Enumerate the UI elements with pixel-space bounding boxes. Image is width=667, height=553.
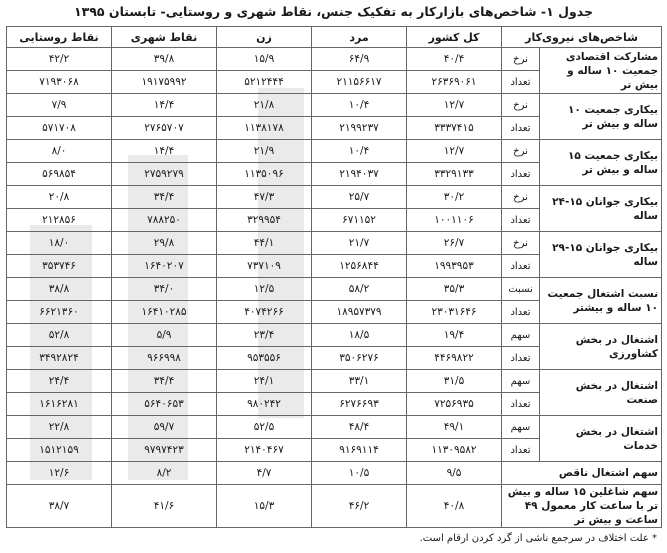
value-cell: ۴۶/۲	[312, 485, 407, 528]
value-cell: ۲۱/۸	[217, 94, 312, 117]
value-cell: ۳۹/۸	[112, 48, 217, 71]
value-cell: ۳۴/۰	[112, 278, 217, 301]
header-female: زن	[217, 27, 312, 48]
table-row	[7, 94, 662, 117]
table-row	[7, 232, 662, 255]
measure-type: نرخ	[502, 48, 540, 71]
indicator-label: اشتغال در بخش خدمات	[540, 416, 662, 462]
value-cell: ۵۲/۵	[217, 416, 312, 439]
value-cell: ۷۱۹۳۰۶۸	[7, 71, 112, 94]
measure-type: تعداد	[502, 71, 540, 94]
measure-type: نرخ	[502, 140, 540, 163]
value-cell: ۷۳۷۱۰۹	[217, 255, 312, 278]
measure-type: تعداد	[502, 255, 540, 278]
indicator-label: سهم شاغلین ۱۵ ساله و بیش تر با ساعت کار معمول ۴۹ ساعت و بیش تر	[502, 485, 662, 528]
value-cell: ۲۱/۷	[312, 232, 407, 255]
value-cell: ۹۱۶۹۱۱۴	[312, 439, 407, 462]
value-cell: ۱۵۱۲۱۵۹	[7, 439, 112, 462]
header-row	[7, 27, 662, 48]
value-cell: ۶۴/۹	[312, 48, 407, 71]
value-cell: ۲۱/۹	[217, 140, 312, 163]
value-cell: ۴۰/۴	[407, 48, 502, 71]
indicator-label: بیکاری جمعیت ۱۵ ساله و بیش تر	[540, 140, 662, 186]
value-cell: ۲۰/۸	[7, 186, 112, 209]
measure-type: نرخ	[502, 186, 540, 209]
value-cell: ۳۴/۴	[112, 370, 217, 393]
value-cell: ۳۸/۷	[7, 485, 112, 528]
value-cell: ۴/۷	[217, 462, 312, 485]
value-cell: ۱۲/۷	[407, 94, 502, 117]
measure-type: سهم	[502, 370, 540, 393]
value-cell: ۱۸/۵	[312, 324, 407, 347]
value-cell: ۲۲/۸	[7, 416, 112, 439]
table-body	[7, 48, 662, 528]
value-cell: ۸/۲	[112, 462, 217, 485]
value-cell: ۵۷۱۷۰۸	[7, 117, 112, 140]
value-cell: ۱۹۹۳۹۵۳	[407, 255, 502, 278]
header-indicator: شاخص‌های نیروی‌کار	[502, 27, 662, 48]
value-cell: ۵۶۹۸۵۴	[7, 163, 112, 186]
value-cell: ۷۸۸۲۵۰	[112, 209, 217, 232]
measure-type: تعداد	[502, 393, 540, 416]
measure-type: سهم	[502, 416, 540, 439]
measure-type: نسبت	[502, 278, 540, 301]
header-urban: نقاط شهری	[112, 27, 217, 48]
table-row	[7, 416, 662, 439]
value-cell: ۱۶۴۱۰۲۸۵	[112, 301, 217, 324]
value-cell: ۵۸/۲	[312, 278, 407, 301]
measure-type: تعداد	[502, 301, 540, 324]
value-cell: ۹/۵	[407, 462, 502, 485]
value-cell: ۹۵۳۵۵۶	[217, 347, 312, 370]
measure-type: تعداد	[502, 439, 540, 462]
value-cell: ۳۵۳۷۴۶	[7, 255, 112, 278]
value-cell: ۵۶۴۰۶۵۳	[112, 393, 217, 416]
value-cell: ۱۰/۴	[312, 94, 407, 117]
value-cell: ۳۲۹۹۵۴	[217, 209, 312, 232]
value-cell: ۱۱۳۵۰۹۶	[217, 163, 312, 186]
labor-market-table	[6, 26, 662, 528]
value-cell: ۶۲۷۶۶۹۳	[312, 393, 407, 416]
value-cell: ۱۰/۵	[312, 462, 407, 485]
table-row	[7, 48, 662, 71]
measure-type: نرخ	[502, 232, 540, 255]
value-cell: ۷۲۵۶۹۳۵	[407, 393, 502, 416]
table-row	[7, 370, 662, 393]
value-cell: ۴۴/۱	[217, 232, 312, 255]
value-cell: ۳۱/۵	[407, 370, 502, 393]
value-cell: ۹۶۶۹۹۸	[112, 347, 217, 370]
table-row	[7, 186, 662, 209]
value-cell: ۴۰/۸	[407, 485, 502, 528]
indicator-label: اشتغال در بخش کشاورزی	[540, 324, 662, 370]
measure-type: تعداد	[502, 209, 540, 232]
indicator-label: اشتغال در بخش صنعت	[540, 370, 662, 416]
value-cell: ۲۹/۸	[112, 232, 217, 255]
table-title: جدول ۱- شاخص‌های بازارکار به تفکیک جنس، نقاط شهری و روستایی- تابستان ۱۳۹۵	[74, 4, 593, 19]
value-cell: ۵۹/۷	[112, 416, 217, 439]
value-cell: ۴۲/۲	[7, 48, 112, 71]
value-cell: ۲۱۲۸۵۶	[7, 209, 112, 232]
value-cell: ۴۱/۶	[112, 485, 217, 528]
value-cell: ۱۱۳۰۹۵۸۲	[407, 439, 502, 462]
header-male: مرد	[312, 27, 407, 48]
value-cell: ۱۵/۹	[217, 48, 312, 71]
value-cell: ۱۴/۴	[112, 140, 217, 163]
table-row	[7, 485, 662, 528]
table-row	[7, 324, 662, 347]
indicator-label: بیکاری جوانان ۱۵-۲۴ ساله	[540, 186, 662, 232]
measure-type: تعداد	[502, 117, 540, 140]
value-cell: ۱۶۱۶۲۸۱	[7, 393, 112, 416]
value-cell: ۷/۹	[7, 94, 112, 117]
value-cell: ۱۱۳۸۱۷۸	[217, 117, 312, 140]
footnote: * علت اختلاف در سرجمع ناشی از گرد کردن ارقام است.	[419, 533, 657, 544]
measure-type: نرخ	[502, 94, 540, 117]
value-cell: ۲۱۴۰۴۶۷	[217, 439, 312, 462]
value-cell: ۱۵/۳	[217, 485, 312, 528]
indicator-label: نسبت اشتغال جمعیت ۱۰ ساله و بیشتر	[540, 278, 662, 324]
value-cell: ۵۲/۸	[7, 324, 112, 347]
value-cell: ۲۳۰۳۱۶۴۶	[407, 301, 502, 324]
value-cell: ۳۴/۴	[112, 186, 217, 209]
value-cell: ۲۷۶۵۷۰۷	[112, 117, 217, 140]
value-cell: ۳۳۳۷۴۱۵	[407, 117, 502, 140]
value-cell: ۱۹/۴	[407, 324, 502, 347]
value-cell: ۲۶/۷	[407, 232, 502, 255]
value-cell: ۱۲/۵	[217, 278, 312, 301]
value-cell: ۲۱۹۴۰۳۷	[312, 163, 407, 186]
value-cell: ۴۷/۳	[217, 186, 312, 209]
indicator-label: بیکاری جوانان ۱۵-۲۹ ساله	[540, 232, 662, 278]
value-cell: ۱۰/۴	[312, 140, 407, 163]
indicator-label: بیکاری جمعیت ۱۰ ساله و بیش تر	[540, 94, 662, 140]
header-total: کل کشور	[407, 27, 502, 48]
table-row	[7, 140, 662, 163]
value-cell: ۱۰۰۱۱۰۶	[407, 209, 502, 232]
value-cell: ۱۶۴۰۲۰۷	[112, 255, 217, 278]
value-cell: ۲۳/۴	[217, 324, 312, 347]
value-cell: ۳۳/۱	[312, 370, 407, 393]
value-cell: ۹۷۹۷۴۲۳	[112, 439, 217, 462]
value-cell: ۲۵/۷	[312, 186, 407, 209]
value-cell: ۳۵۰۶۲۷۶	[312, 347, 407, 370]
value-cell: ۹۸۰۲۴۲	[217, 393, 312, 416]
header-rural: نقاط روستایی	[7, 27, 112, 48]
value-cell: ۴۴۶۹۸۲۲	[407, 347, 502, 370]
value-cell: ۱۲/۷	[407, 140, 502, 163]
value-cell: ۲۶۳۶۹۰۶۱	[407, 71, 502, 94]
value-cell: ۲۷۵۹۲۷۹	[112, 163, 217, 186]
measure-type: تعداد	[502, 347, 540, 370]
value-cell: ۳۸/۸	[7, 278, 112, 301]
value-cell: ۵/۹	[112, 324, 217, 347]
value-cell: ۴۹/۱	[407, 416, 502, 439]
value-cell: ۴۰۷۴۲۶۶	[217, 301, 312, 324]
table-row	[7, 278, 662, 301]
indicator-label: مشارکت اقتصادی جمعیت ۱۰ ساله و بیش تر	[540, 48, 662, 94]
value-cell: ۶۷۱۱۵۲	[312, 209, 407, 232]
measure-type: تعداد	[502, 163, 540, 186]
value-cell: ۳۵/۳	[407, 278, 502, 301]
table-row	[7, 462, 662, 485]
value-cell: ۴۸/۴	[312, 416, 407, 439]
value-cell: ۲۴/۴	[7, 370, 112, 393]
value-cell: ۳۴۹۲۸۲۴	[7, 347, 112, 370]
value-cell: ۱۲۵۶۸۴۴	[312, 255, 407, 278]
value-cell: ۱۸/۰	[7, 232, 112, 255]
value-cell: ۲۱۱۵۶۶۱۷	[312, 71, 407, 94]
value-cell: ۲۱۹۹۲۳۷	[312, 117, 407, 140]
value-cell: ۸/۰	[7, 140, 112, 163]
value-cell: ۳۰/۲	[407, 186, 502, 209]
value-cell: ۱۴/۴	[112, 94, 217, 117]
indicator-label: سهم اشتغال ناقص	[502, 462, 662, 485]
value-cell: ۱۲/۶	[7, 462, 112, 485]
value-cell: ۱۹۱۷۵۹۹۲	[112, 71, 217, 94]
value-cell: ۱۸۹۵۷۳۷۹	[312, 301, 407, 324]
value-cell: ۵۲۱۲۴۴۴	[217, 71, 312, 94]
measure-type: سهم	[502, 324, 540, 347]
value-cell: ۳۳۲۹۱۳۳	[407, 163, 502, 186]
value-cell: ۶۶۲۱۳۶۰	[7, 301, 112, 324]
value-cell: ۲۴/۱	[217, 370, 312, 393]
